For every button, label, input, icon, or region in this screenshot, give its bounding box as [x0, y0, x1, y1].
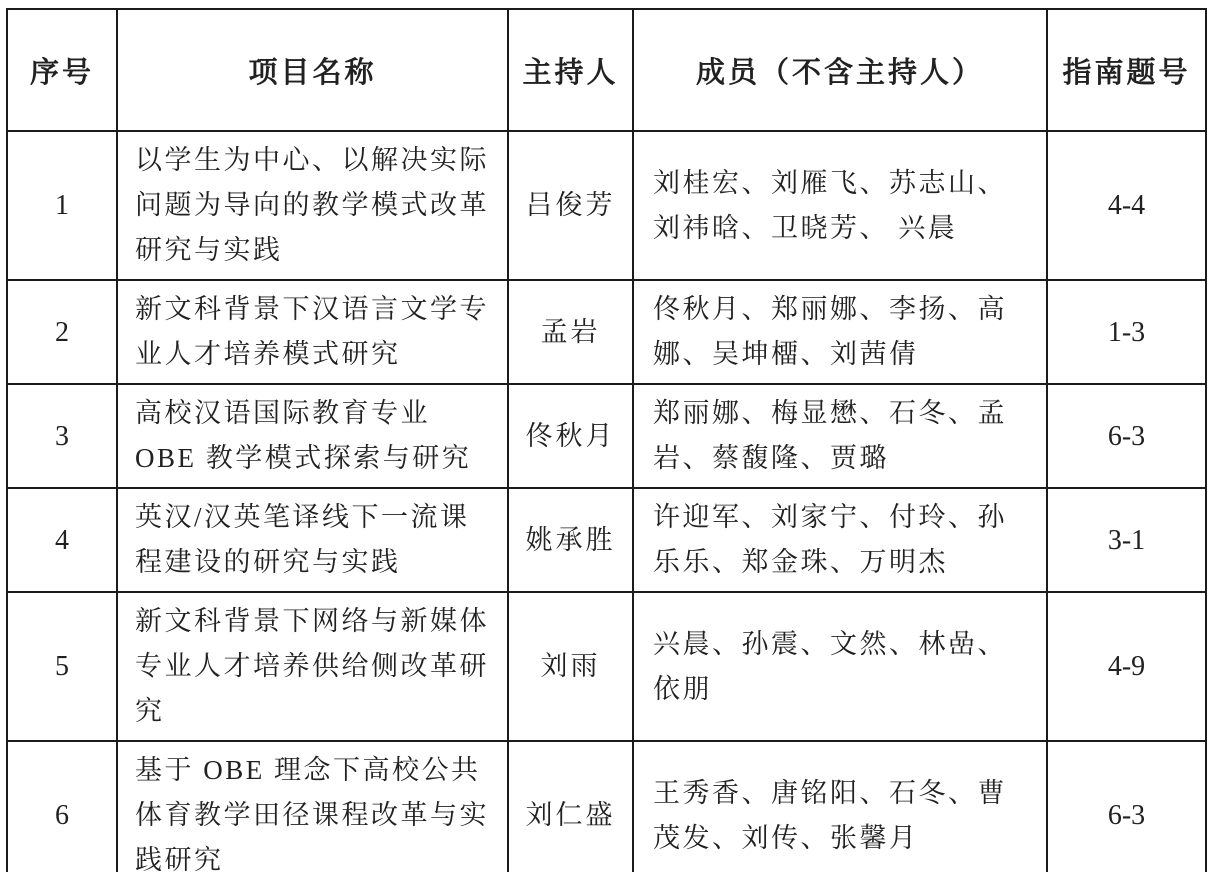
header-cell-members: 成员（不含主持人） — [633, 9, 1047, 131]
header-cell-project: 项目名称 — [117, 9, 508, 131]
cell-index: 5 — [7, 592, 117, 741]
cell-project: 以学生为中心、以解决实际问题为导向的教学模式改革研究与实践 — [117, 131, 508, 280]
cell-host: 吕俊芳 — [508, 131, 633, 280]
cell-index: 3 — [7, 384, 117, 488]
cell-guide: 6-3 — [1047, 384, 1206, 488]
cell-host: 刘雨 — [508, 592, 633, 741]
table-row — [7, 280, 1206, 384]
table-row — [7, 384, 1206, 488]
cell-guide: 4-9 — [1047, 592, 1206, 741]
cell-guide: 6-3 — [1047, 741, 1206, 872]
table-body — [7, 131, 1206, 872]
cell-members: 王秀香、唐铭阳、石冬、曹茂发、刘传、张馨月 — [633, 741, 1047, 872]
table-row — [7, 488, 1206, 592]
table-row — [7, 741, 1206, 872]
cell-guide: 3-1 — [1047, 488, 1206, 592]
table-row — [7, 131, 1206, 280]
header-cell-index: 序号 — [7, 9, 117, 131]
cell-project: 新文科背景下汉语言文学专业人才培养模式研究 — [117, 280, 508, 384]
cell-project: 基于 OBE 理念下高校公共体育教学田径课程改革与实践研究 — [117, 741, 508, 872]
cell-host: 姚承胜 — [508, 488, 633, 592]
header-cell-host: 主持人 — [508, 9, 633, 131]
cell-host: 刘仁盛 — [508, 741, 633, 872]
cell-members: 兴晨、孙震、文然、林嵒、依朋 — [633, 592, 1047, 741]
cell-project: 新文科背景下网络与新媒体专业人才培养供给侧改革研究 — [117, 592, 508, 741]
cell-project: 英汉/汉英笔译线下一流课程建设的研究与实践 — [117, 488, 508, 592]
cell-members: 许迎军、刘家宁、付玲、孙乐乐、郑金珠、万明杰 — [633, 488, 1047, 592]
table-row — [7, 592, 1206, 741]
cell-index: 6 — [7, 741, 117, 872]
cell-index: 1 — [7, 131, 117, 280]
cell-host: 孟岩 — [508, 280, 633, 384]
table-header-row — [7, 9, 1206, 131]
cell-project: 高校汉语国际教育专业 OBE 教学模式探索与研究 — [117, 384, 508, 488]
header-cell-guide: 指南题号 — [1047, 9, 1206, 131]
cell-index: 4 — [7, 488, 117, 592]
cell-members: 佟秋月、郑丽娜、李扬、高娜、吴坤橊、刘茜倩 — [633, 280, 1047, 384]
cell-guide: 1-3 — [1047, 280, 1206, 384]
projects-table — [6, 8, 1207, 872]
cell-members: 刘桂宏、刘雁飞、苏志山、刘祎晗、卫晓芳、 兴晨 — [633, 131, 1047, 280]
cell-index: 2 — [7, 280, 117, 384]
cell-guide: 4-4 — [1047, 131, 1206, 280]
cell-host: 佟秋月 — [508, 384, 633, 488]
cell-members: 郑丽娜、梅显懋、石冬、孟岩、蔡馥隆、贾璐 — [633, 384, 1047, 488]
